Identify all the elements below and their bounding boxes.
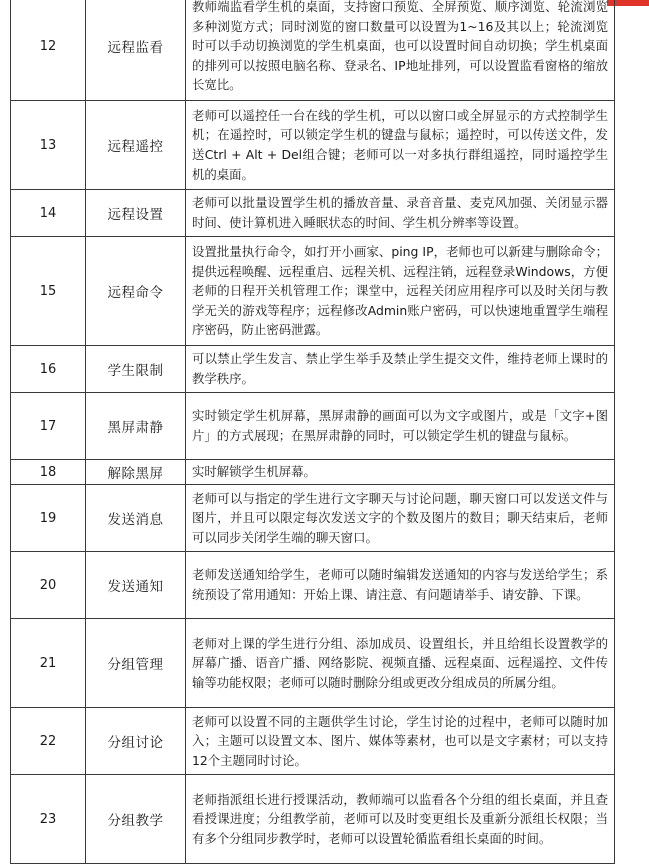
- feature-name: 分组讨论: [86, 708, 186, 775]
- row-number: 21: [11, 619, 86, 708]
- feature-name: 远程设置: [86, 190, 186, 237]
- table-row: [11, 485, 615, 552]
- feature-name: 解除黑屏: [86, 460, 186, 485]
- row-number: 19: [11, 485, 86, 552]
- feature-description: 老师对上课的学生进行分组、添加成员、设置组长，并且给组长设置教学的屏幕广播、语音广播、网络影院、视频直播、远程桌面、远程遥控、文件传输等功能权限；老师可以随时删除分组或更改分组成员的所属分组。: [186, 619, 615, 708]
- feature-description: 实时锁定学生机屏幕，黑屏肃静的画面可以为文字或图片，或是「文字+图片」的方式展现；在黑屏肃静的同时，可以锁定学生机的键盘与鼠标。: [186, 393, 615, 460]
- table-row: [11, 708, 615, 775]
- table-row: [11, 0, 615, 101]
- feature-description: 老师可以批量设置学生机的播放音量、录音音量、麦克风加强、关闭显示器时间、使计算机进入睡眠状态的时间、学生机分辨率等设置。: [186, 190, 615, 237]
- feature-description: 老师可以与指定的学生进行文字聊天与讨论问题，聊天窗口可以发送文件与图片，并且可以限定每次发送文字的个数及图片的数目；聊天结束后，老师可以同步关闭学生端的聊天窗口。: [186, 485, 615, 552]
- table-row: [11, 393, 615, 460]
- feature-name: 远程遥控: [86, 101, 186, 190]
- feature-description: 老师发送通知给学生，老师可以随时编辑发送通知的内容与发送给学生；系统预设了常用通知：开始上课、请注意、有问题请举手、请安静、下课。: [186, 552, 615, 619]
- row-number: 18: [11, 460, 86, 485]
- row-number: 15: [11, 237, 86, 346]
- table-row: [11, 237, 615, 346]
- row-number: 12: [11, 0, 86, 101]
- table-row: [11, 619, 615, 708]
- feature-name: 发送通知: [86, 552, 186, 619]
- feature-description: 老师指派组长进行授课活动，教师端可以监看各个分组的组长桌面，并且查看授课进度；分组教学前，老师可以及时变更组长及重新分派组长权限；当有多个分组同步教学时，老师可以设置轮循监看组长桌面的时间。: [186, 775, 615, 864]
- feature-table: [10, 0, 615, 864]
- row-number: 23: [11, 775, 86, 864]
- table-row: [11, 460, 615, 485]
- feature-name: 黑屏肃静: [86, 393, 186, 460]
- feature-name: 发送消息: [86, 485, 186, 552]
- table-row: [11, 190, 615, 237]
- feature-description: 教师端监看学生机的桌面，支持窗口预览、全屏预览、顺序浏览、轮流浏览多种浏览方式；同时浏览的窗口数量可以设置为1~16及其以上；轮流浏览时可以手动切换浏览的学生机桌面，也可以设置时间自动切换；学生机桌面的排列可以按照电脑名称、登录名、IP地址排列，可以设置监看窗格的缩放长宽比。: [186, 0, 615, 101]
- feature-description: 老师可以设置不同的主题供学生讨论，学生讨论的过程中，老师可以随时加入；主题可以设置文本、图片、媒体等素材，也可以是文字素材；可以支持12个主题同时讨论。: [186, 708, 615, 775]
- feature-name: 分组管理: [86, 619, 186, 708]
- row-number: 20: [11, 552, 86, 619]
- table-row: [11, 346, 615, 393]
- feature-description: 老师可以遥控任一台在线的学生机，可以以窗口或全屏显示的方式控制学生机；在遥控时，可以锁定学生机的键盘与鼠标；遥控时，可以传送文件，发送Ctrl + Alt + Del组合键；老师可以一对多执行群组遥控，同时遥控学生机的桌面。: [186, 101, 615, 190]
- row-number: 14: [11, 190, 86, 237]
- feature-description: 可以禁止学生发言、禁止学生举手及禁止学生提交文件，维持老师上课时的教学秩序。: [186, 346, 615, 393]
- feature-description: 设置批量执行命令，如打开小画家、ping IP，老师也可以新建与删除命令；提供远程唤醒、远程重启、远程关机、远程注销，远程登录Windows，方便老师的日程开关机管理工作；课堂中，远程关闭应用程序可以及时关闭与教学无关的游戏等程序；远程修改Admin账户密码，可以快速地重置学生端程序密码，防止密码泄露。: [186, 237, 615, 346]
- feature-name: 远程命令: [86, 237, 186, 346]
- row-number: 17: [11, 393, 86, 460]
- table-row: [11, 552, 615, 619]
- feature-name: 分组教学: [86, 775, 186, 864]
- row-number: 13: [11, 101, 86, 190]
- row-number: 22: [11, 708, 86, 775]
- table-row: [11, 101, 615, 190]
- feature-name: 学生限制: [86, 346, 186, 393]
- row-number: 16: [11, 346, 86, 393]
- table-row: [11, 775, 615, 864]
- feature-description: 实时解锁学生机屏幕。: [186, 460, 615, 485]
- feature-name: 远程监看: [86, 0, 186, 101]
